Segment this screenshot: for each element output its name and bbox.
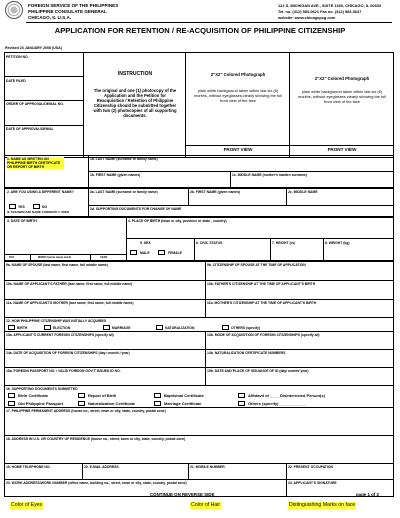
- petition-no-field[interactable]: PETITION NO.: [6, 55, 29, 59]
- photo-box-1[interactable]: [186, 52, 290, 158]
- spouse-name-field[interactable]: 9a. NAME OF SPOUSE (last name, first name, full middle name): [6, 263, 108, 267]
- middle-name-field[interactable]: 1c. MIDDLE NAME (mother's maiden surname): [232, 173, 307, 177]
- date-of-birth-field[interactable]: 3. DATE OF BIRTH: [7, 219, 37, 223]
- date-filed-field[interactable]: DATE FILED: [6, 79, 26, 83]
- email-field[interactable]: 20. E-MAIL ADDRESS: [84, 465, 119, 469]
- yes-checkbox[interactable]: [9, 204, 16, 209]
- mother-name-field[interactable]: 11a. NAME OF APPLICANT'S MOTHER (last name, first name, full middle name): [6, 301, 134, 305]
- naturalization-checkbox[interactable]: [156, 325, 163, 330]
- marriage-checkbox[interactable]: [103, 325, 110, 330]
- female-checkbox[interactable]: [158, 250, 165, 255]
- naturalization-cert-checkbox[interactable]: [78, 401, 85, 406]
- instruction-title: INSTRUCTION: [117, 71, 153, 77]
- home-phone-field[interactable]: 19. HOME TELEPHONE NO.: [6, 465, 51, 469]
- affidavit-checkbox[interactable]: [238, 393, 245, 398]
- marriage-cert-checkbox[interactable]: [154, 401, 161, 406]
- occupation-field[interactable]: 22. PRESENT OCCUPATION: [288, 465, 333, 469]
- header-right: 122 S. MICHIGAN AVE., SUITE 1600, CHICAGO, IL 60603 Tel. no. (312) 583-0621 Fax no. (312) 583-0647 website: www.chicagopcg.com: [278, 3, 382, 20]
- spouse-citizenship-field[interactable]: 9b. CITIZENSHIP OF SPOUSE AT THE TIME OF APPLICATION: [207, 263, 306, 267]
- form-title: APPLICATION FOR RETENTION / RE-ACQUISITION OF PHILIPPINE CITIZENSHIP: [54, 26, 346, 35]
- issuance-field[interactable]: 15b. DATE AND PLACE OF ISSUANCE OF ID (day/ month/ year): [207, 369, 309, 373]
- alt-first-name-field[interactable]: 2b. FIRST NAME (given names): [190, 190, 241, 194]
- birth-name-label: 1. NAME AS WRITTEN ON PHILIPPINE BIRTH CERTIFICATE OR REPORT OF BIRTH: [7, 157, 64, 169]
- weight-field[interactable]: 8. WEIGHT (kg): [325, 241, 350, 245]
- ph-address-field[interactable]: 17. PHILIPPINE PERMANENT ADDRESS (house no., street, town or city, state, country, postal zone): [6, 409, 166, 413]
- work-address-field[interactable]: 23. WORK ADDRESS/WORK NUMBER (office name, building no., street, town or city, state, country, postal zone): [6, 481, 187, 485]
- consulate-seal-icon: [5, 1, 23, 19]
- others-docs-checkbox[interactable]: [238, 401, 245, 406]
- hair-color-note: Color of Hair: [191, 502, 221, 508]
- different-name-label: 2. ARE YOU USING A DIFFERENT NAME?: [7, 190, 74, 194]
- civil-status-field[interactable]: 6. CIVIL STATUS: [196, 241, 223, 245]
- birth-cert-checkbox[interactable]: [8, 393, 15, 398]
- alt-middle-name-field[interactable]: 2c. MIDDLE NAME: [288, 190, 318, 194]
- male-checkbox[interactable]: [130, 250, 137, 255]
- mother-citizenship-field[interactable]: 11b. MOTHER'S CITIZENSHIP AT THE TIME OF APPLICANT'S BIRTH: [207, 301, 317, 305]
- citizenship-rows: [4, 332, 394, 386]
- photo-box-2[interactable]: 2"X2" Colored Photograph: [314, 76, 370, 81]
- no-checkbox[interactable]: [33, 204, 40, 209]
- foreign-citizenship-field[interactable]: 13a. APPLICANT'S CURRENT FOREIGN CITIZENSHIPS (specify all): [6, 333, 114, 337]
- others-checkbox[interactable]: [222, 325, 229, 330]
- family-rows: [4, 261, 394, 318]
- marks-note: Distinguishing Marks on face: [289, 502, 356, 508]
- order-no-field[interactable]: ORDER OF APPROVAL/DENIAL NO.: [6, 102, 64, 106]
- continue-note: CONTINUE ON REVERSE SIDE: [150, 492, 215, 497]
- mobile-field[interactable]: 21. MOBILE NUMBER: [190, 465, 225, 469]
- name-change-docs-field[interactable]: 2d. SUPPORTING DOCUMENTS FOR CHANGE OF NAME: [90, 207, 182, 211]
- place-of-birth-field[interactable]: 4. PLACE OF BIRTH (town or city, province or state , country): [128, 219, 227, 223]
- page-number: page 1 of 2: [356, 492, 379, 497]
- header-left: FOREIGN SERVICE OF THE PHILIPPINES PHILIPPINE CONSULATE GENERAL CHICAGO, IL U.S.A.: [28, 3, 119, 20]
- birth-checkbox[interactable]: [8, 325, 15, 330]
- header-rule: [26, 22, 392, 23]
- father-citizenship-field[interactable]: 10b. FATHER'S CITIZENSHIP AT THE TIME OF APPLICANT'S BIRTH: [207, 282, 316, 286]
- alt-last-name-field[interactable]: 2a. LAST NAME (surname or family name): [90, 190, 158, 194]
- father-name-field[interactable]: 10a. NAME OF APPLICANT'S FATHER (last name, first name, full middle name): [6, 282, 133, 286]
- election-checkbox[interactable]: [44, 325, 51, 330]
- first-name-field[interactable]: 1b. FIRST NAME (given names): [90, 173, 141, 177]
- baptismal-checkbox[interactable]: [154, 393, 161, 398]
- us-address-field[interactable]: 18. ADDRESS IN U.S. OR COUNTRY OF RESIDENCE (house no., street, town or city, state, country, postal zone): [6, 437, 186, 441]
- mode-acquisition-field[interactable]: 13b. MODE OF ACQUISITION OF FOREIGN CITIZENSHIPS (specify all): [207, 333, 320, 337]
- naturalization-cert-field[interactable]: 14b. NATURALIZATION CERTIFICATE NUMBERS: [207, 351, 286, 355]
- eye-color-note: Color of Eyes: [11, 502, 43, 508]
- height-field[interactable]: 7. HEIGHT (in): [272, 241, 295, 245]
- passport-no-field[interactable]: 15a. FOREIGN PASSPORT NO. / VALID FOREIGN GOV'T ISSUED ID NO.: [6, 369, 121, 373]
- old-passport-checkbox[interactable]: [8, 401, 15, 406]
- revision-date: Revised 23 JANUARY 2008 (USA): [5, 46, 62, 50]
- report-birth-checkbox[interactable]: [78, 393, 85, 398]
- last-name-field[interactable]: 1a. LAST NAME (surname or family name): [90, 157, 158, 161]
- instruction-text: The original and one (1) photocopy of the Application and the Petition for Reacquisition / Retention of Philippine Citizenship should be submitted together with two (2) photocopies of all supporting documents.: [93, 88, 177, 118]
- signature-field[interactable]: 24. APPLICANT'S SIGNATURE: [288, 481, 337, 485]
- date-order-field[interactable]: DATE OF APPROVAL/DENIAL: [6, 127, 54, 131]
- acquisition-date-field[interactable]: 14a. DATE OF ACQUISITION OF FOREIGN CITIZENSHIPS (day / month / year): [6, 351, 130, 355]
